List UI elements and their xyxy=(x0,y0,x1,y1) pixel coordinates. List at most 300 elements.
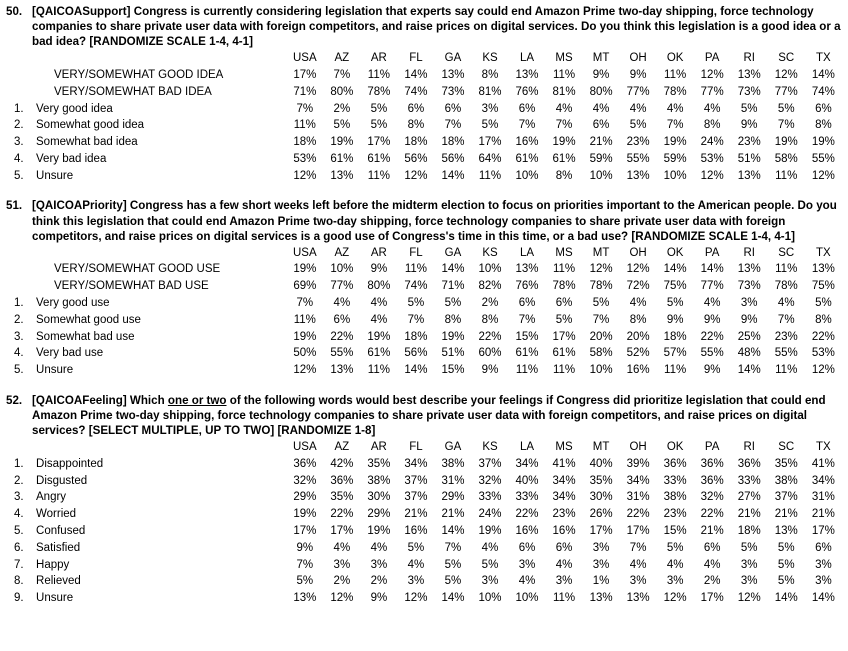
cell-value: 7% xyxy=(444,119,462,132)
cell-value: 12% xyxy=(626,263,650,276)
cell-value: 78% xyxy=(774,280,798,293)
cell-value: 10% xyxy=(589,169,613,182)
cell-value: 7% xyxy=(296,102,314,115)
cell-value: 21% xyxy=(811,508,835,521)
col-header-la: LA xyxy=(519,441,535,454)
cell-value: 14% xyxy=(774,592,798,605)
cell-value: 13% xyxy=(626,169,650,182)
cell-value: 64% xyxy=(478,152,502,165)
col-header-ms: MS xyxy=(555,246,573,259)
cell-value: 21% xyxy=(700,524,724,537)
question-heading-51 xyxy=(6,198,842,243)
row-num: 3. xyxy=(14,330,24,343)
table-row xyxy=(6,473,842,490)
cell-value: 19% xyxy=(552,136,576,149)
cell-value: 6% xyxy=(333,313,351,326)
row-num: 6. xyxy=(14,541,24,554)
cell-value: 5% xyxy=(629,119,647,132)
cell-value: 12% xyxy=(330,592,354,605)
cell-value: 30% xyxy=(367,491,391,504)
cell-value: 4% xyxy=(370,541,388,554)
cell-value: 36% xyxy=(700,474,724,487)
row-num: 9. xyxy=(14,592,24,605)
cell-value: 5% xyxy=(370,119,388,132)
cell-value: 2% xyxy=(703,575,721,588)
col-header-sc: SC xyxy=(778,52,795,65)
cell-value: 4% xyxy=(333,296,351,309)
cell-value: 19% xyxy=(811,136,835,149)
cell-value: 22% xyxy=(330,330,354,343)
cell-value: 56% xyxy=(404,347,428,360)
cell-value: 8% xyxy=(481,313,499,326)
table-header-row xyxy=(6,245,842,262)
cell-value: 12% xyxy=(589,263,613,276)
cell-value: 35% xyxy=(774,457,798,470)
cell-value: 77% xyxy=(330,280,354,293)
cell-value: 22% xyxy=(515,508,539,521)
question-number-50: 50. xyxy=(6,5,23,18)
col-header-ar: AR xyxy=(370,441,387,454)
cell-value: 33% xyxy=(663,474,687,487)
cell-value: 3% xyxy=(518,558,536,571)
cell-value: 3% xyxy=(815,575,832,588)
col-header-la: LA xyxy=(519,246,535,259)
col-header-fl: FL xyxy=(409,441,423,454)
cell-value: 23% xyxy=(552,508,576,521)
cell-value: 80% xyxy=(367,280,391,293)
col-header-ok: OK xyxy=(666,246,684,259)
cell-value: 9% xyxy=(629,68,647,81)
row-num xyxy=(6,67,32,84)
cell-value: 53% xyxy=(700,152,724,165)
cell-value: 51% xyxy=(441,347,465,360)
cell-value: 59% xyxy=(663,152,687,165)
col-header-ga: GA xyxy=(444,441,462,454)
cell-value: 61% xyxy=(330,152,354,165)
cell-value: 18% xyxy=(293,136,317,149)
cell-value: 21% xyxy=(404,508,428,521)
cell-value: 50% xyxy=(293,347,317,360)
col-header-az: AZ xyxy=(334,52,350,65)
cell-value: 80% xyxy=(589,85,613,98)
cell-value: 17% xyxy=(293,524,317,537)
cell-value: 8% xyxy=(481,68,499,81)
cell-value: 37% xyxy=(478,457,502,470)
col-header-tx: TX xyxy=(816,441,831,454)
question-body-52-post: of the following words would best describe your feelings if Congress did prioritize legislation that could end Amazon Prime two-day shipping, force technology companies to share private user data with foreign competitors, and raise prices on digital services? [SELECT MULTIPLE, UP TO TWO] [RANDOMIZE 1-8] xyxy=(32,393,826,437)
cell-value: 33% xyxy=(737,474,761,487)
cell-value: 19% xyxy=(293,330,317,343)
cell-value: 10% xyxy=(330,263,354,276)
table-row xyxy=(6,295,842,312)
cell-value: 35% xyxy=(367,457,391,470)
cell-value: 5% xyxy=(777,102,795,115)
cell-value: 8% xyxy=(407,119,425,132)
row-label: Unsure xyxy=(36,364,74,377)
cell-value: 21% xyxy=(441,508,465,521)
cell-value: 9% xyxy=(370,263,388,276)
section-spacer xyxy=(6,188,842,198)
cell-value: 6% xyxy=(592,119,610,132)
col-header-usa: USA xyxy=(293,52,317,65)
cell-value: 23% xyxy=(774,330,798,343)
cell-value: 4% xyxy=(370,313,388,326)
cell-value: 3% xyxy=(333,558,351,571)
cell-value: 13% xyxy=(626,592,650,605)
cell-value: 10% xyxy=(515,169,539,182)
col-header-oh: OH xyxy=(629,52,647,65)
cell-value: 2% xyxy=(481,296,499,309)
row-label: Somewhat bad idea xyxy=(36,136,138,149)
cell-value: 13% xyxy=(737,68,761,81)
cell-value: 29% xyxy=(441,491,465,504)
row-label: Somewhat good use xyxy=(36,313,141,326)
cell-value: 35% xyxy=(330,491,354,504)
cell-value: 18% xyxy=(404,136,428,149)
cell-value: 34% xyxy=(552,491,576,504)
cell-value: 4% xyxy=(777,296,795,309)
col-header-usa: USA xyxy=(293,441,317,454)
cell-value: 78% xyxy=(367,85,391,98)
cell-value: 24% xyxy=(700,136,724,149)
cell-value: 30% xyxy=(589,491,613,504)
question-text-51 xyxy=(32,198,842,243)
cell-value: 4% xyxy=(555,558,573,571)
cell-value: 11% xyxy=(367,169,390,182)
table-row xyxy=(6,506,842,523)
col-header-ks: KS xyxy=(482,441,498,454)
cell-value: 8% xyxy=(815,119,832,132)
cell-value: 78% xyxy=(663,85,687,98)
cell-value: 11% xyxy=(404,263,427,276)
cell-value: 12% xyxy=(700,68,724,81)
col-header-sc: SC xyxy=(778,246,795,259)
question-body-50: Congress is currently considering legislation that experts say could end Amazon Prime two-day shipping, force technology companies to share private user data with foreign competitors, and raise prices on digital services. Do you think this legislation is a good idea or a bad idea? [RANDOMIZE SCALE 1-4, 4-1] xyxy=(32,5,841,49)
cell-value: 17% xyxy=(367,136,391,149)
cell-value: 77% xyxy=(700,280,724,293)
cell-value: 82% xyxy=(478,280,502,293)
cell-value: 13% xyxy=(515,263,539,276)
cell-value: 11% xyxy=(367,68,390,81)
cell-value: 31% xyxy=(811,491,835,504)
cell-value: 19% xyxy=(367,524,391,537)
cell-value: 12% xyxy=(404,592,428,605)
cell-value: 14% xyxy=(441,263,465,276)
cell-value: 23% xyxy=(626,136,650,149)
cell-value: 13% xyxy=(441,68,465,81)
cell-value: 73% xyxy=(441,85,465,98)
cell-value: 71% xyxy=(441,280,465,293)
table-header-row xyxy=(6,439,842,456)
cell-value: 69% xyxy=(293,280,317,293)
table-row xyxy=(6,489,842,506)
cell-value: 7% xyxy=(407,313,425,326)
cell-value: 13% xyxy=(774,524,798,537)
row-label: Somewhat good idea xyxy=(36,119,145,132)
cell-value: 17% xyxy=(700,592,724,605)
cell-value: 9% xyxy=(703,364,721,377)
cell-value: 4% xyxy=(592,102,610,115)
cell-value: 9% xyxy=(370,592,388,605)
cell-value: 11% xyxy=(552,68,576,81)
cell-value: 16% xyxy=(515,136,539,149)
col-header-ar: AR xyxy=(370,52,387,65)
cell-value: 3% xyxy=(740,296,758,309)
col-header-tx: TX xyxy=(816,246,831,259)
cell-value: 11% xyxy=(775,263,798,276)
row-label: Very bad use xyxy=(36,347,104,360)
cell-value: 33% xyxy=(478,491,502,504)
header-blank-num xyxy=(6,439,32,456)
cell-value: 14% xyxy=(441,169,465,182)
cell-value: 5% xyxy=(407,296,425,309)
cell-value: 12% xyxy=(293,364,317,377)
cell-value: 17% xyxy=(589,524,613,537)
cell-value: 12% xyxy=(737,592,761,605)
cell-value: 10% xyxy=(515,592,539,605)
cell-value: 5% xyxy=(777,541,795,554)
cell-value: 10% xyxy=(478,592,502,605)
cell-value: 36% xyxy=(663,457,687,470)
cell-value: 17% xyxy=(811,524,835,537)
cell-value: 75% xyxy=(663,280,687,293)
cell-value: 36% xyxy=(700,457,724,470)
cell-value: 5% xyxy=(407,541,425,554)
cell-value: 15% xyxy=(515,330,539,343)
cell-value: 4% xyxy=(703,296,721,309)
cell-value: 36% xyxy=(737,457,761,470)
cell-value: 42% xyxy=(330,457,354,470)
cell-value: 7% xyxy=(296,558,314,571)
table-row xyxy=(6,573,842,590)
row-label: Disappointed xyxy=(36,457,104,470)
col-header-oh: OH xyxy=(629,441,647,454)
cell-value: 77% xyxy=(774,85,798,98)
question-block-52 xyxy=(6,393,842,607)
cell-value: 3% xyxy=(629,575,647,588)
row-label: Unsure xyxy=(36,169,74,182)
row-label: VERY/SOMEWHAT BAD USE xyxy=(54,280,209,293)
cell-value: 17% xyxy=(293,68,317,81)
cell-value: 78% xyxy=(552,280,576,293)
cell-value: 26% xyxy=(589,508,613,521)
cell-value: 5% xyxy=(777,575,795,588)
cell-value: 11% xyxy=(664,68,687,81)
row-label: Very good idea xyxy=(36,102,113,115)
cell-value: 78% xyxy=(589,280,613,293)
cell-value: 32% xyxy=(478,474,502,487)
row-num: 3. xyxy=(14,491,24,504)
cell-value: 5% xyxy=(592,296,610,309)
cell-value: 27% xyxy=(737,491,761,504)
cell-value: 53% xyxy=(811,347,835,360)
col-header-fl: FL xyxy=(409,52,423,65)
table-row xyxy=(6,67,842,84)
question-text-50 xyxy=(32,4,842,49)
col-header-usa: USA xyxy=(293,246,317,259)
cell-value: 23% xyxy=(663,508,687,521)
cell-value: 22% xyxy=(626,508,650,521)
col-header-sc: SC xyxy=(778,441,795,454)
cell-value: 15% xyxy=(663,524,687,537)
table-row xyxy=(6,151,842,168)
cell-value: 9% xyxy=(481,364,499,377)
row-label: VERY/SOMEWHAT BAD IDEA xyxy=(54,85,212,98)
row-num: 5. xyxy=(14,364,24,377)
question-block-51 xyxy=(6,198,842,378)
cell-value: 5% xyxy=(296,575,314,588)
cell-value: 12% xyxy=(774,68,798,81)
cell-value: 13% xyxy=(737,263,761,276)
col-header-oh: OH xyxy=(629,246,647,259)
cell-value: 61% xyxy=(367,347,391,360)
cell-value: 34% xyxy=(811,474,835,487)
cell-value: 10% xyxy=(589,364,613,377)
cell-value: 14% xyxy=(663,263,687,276)
row-num: 4. xyxy=(14,152,24,165)
cell-value: 36% xyxy=(293,457,317,470)
table-row xyxy=(6,329,842,346)
cell-value: 73% xyxy=(737,280,761,293)
header-blank-label xyxy=(32,50,286,67)
cell-value: 76% xyxy=(515,85,539,98)
row-label: Confused xyxy=(36,524,86,537)
cell-value: 61% xyxy=(367,152,391,165)
cell-value: 4% xyxy=(666,102,684,115)
cell-value: 19% xyxy=(330,136,354,149)
cell-value: 60% xyxy=(478,347,502,360)
cell-value: 19% xyxy=(663,136,687,149)
cell-value: 18% xyxy=(737,524,761,537)
cell-value: 7% xyxy=(666,119,684,132)
row-num: 5. xyxy=(14,524,24,537)
cell-value: 11% xyxy=(515,364,539,377)
cell-value: 11% xyxy=(552,592,576,605)
col-header-ri: RI xyxy=(743,441,755,454)
cell-value: 34% xyxy=(552,474,576,487)
cell-value: 10% xyxy=(663,169,687,182)
table-row xyxy=(6,523,842,540)
cell-value: 18% xyxy=(663,330,687,343)
cell-value: 9% xyxy=(740,313,758,326)
cell-value: 3% xyxy=(666,575,684,588)
table-row xyxy=(6,362,842,379)
header-blank-num xyxy=(6,245,32,262)
cell-value: 14% xyxy=(737,364,761,377)
table-row xyxy=(6,540,842,557)
cell-value: 5% xyxy=(333,119,351,132)
cell-value: 19% xyxy=(774,136,798,149)
col-header-ks: KS xyxy=(482,246,498,259)
cell-value: 14% xyxy=(441,524,465,537)
cell-value: 40% xyxy=(589,457,613,470)
table-row xyxy=(6,312,842,329)
row-label: Unsure xyxy=(36,592,74,605)
cell-value: 53% xyxy=(293,152,317,165)
cell-value: 11% xyxy=(478,169,502,182)
question-number-51: 51. xyxy=(6,199,23,213)
cell-value: 77% xyxy=(700,85,724,98)
cell-value: 11% xyxy=(552,263,576,276)
cell-value: 6% xyxy=(518,541,536,554)
cell-value: 19% xyxy=(478,524,502,537)
cell-value: 75% xyxy=(811,280,835,293)
cell-value: 5% xyxy=(481,558,499,571)
cell-value: 9% xyxy=(296,541,314,554)
cell-value: 7% xyxy=(444,541,462,554)
cell-value: 6% xyxy=(444,102,462,115)
cell-value: 4% xyxy=(666,558,684,571)
row-label: Relieved xyxy=(36,575,81,588)
question-number-52: 52. xyxy=(6,393,23,407)
cell-value: 5% xyxy=(666,296,684,309)
table-row xyxy=(6,590,842,607)
cell-value: 7% xyxy=(592,313,610,326)
cell-value: 9% xyxy=(666,313,684,326)
cell-value: 55% xyxy=(811,152,835,165)
cell-value: 6% xyxy=(815,102,832,115)
row-label: Angry xyxy=(36,491,67,504)
cell-value: 4% xyxy=(481,541,499,554)
col-header-tx: TX xyxy=(816,52,831,65)
cell-value: 22% xyxy=(700,508,724,521)
col-header-ms: MS xyxy=(555,52,573,65)
row-num xyxy=(6,261,32,278)
cell-value: 23% xyxy=(737,136,761,149)
cell-value: 11% xyxy=(367,364,390,377)
cell-value: 36% xyxy=(330,474,354,487)
cell-value: 61% xyxy=(515,347,539,360)
cell-value: 13% xyxy=(293,592,317,605)
cell-value: 22% xyxy=(330,508,354,521)
cell-value: 21% xyxy=(774,508,798,521)
cell-value: 6% xyxy=(518,102,536,115)
cell-value: 16% xyxy=(626,364,650,377)
row-num: 7. xyxy=(14,558,24,571)
col-header-ks: KS xyxy=(482,52,498,65)
cell-value: 8% xyxy=(555,169,573,182)
cell-value: 17% xyxy=(552,330,576,343)
row-label: Somewhat bad use xyxy=(36,330,135,343)
cell-value: 58% xyxy=(774,152,798,165)
cell-value: 5% xyxy=(444,575,462,588)
cell-value: 35% xyxy=(589,474,613,487)
cell-value: 16% xyxy=(404,524,428,537)
cell-value: 55% xyxy=(626,152,650,165)
cell-value: 6% xyxy=(555,296,573,309)
cell-value: 59% xyxy=(589,152,613,165)
cell-value: 52% xyxy=(626,347,650,360)
cell-value: 14% xyxy=(404,364,428,377)
cell-value: 17% xyxy=(330,524,354,537)
col-header-ga: GA xyxy=(444,52,462,65)
cell-value: 34% xyxy=(404,457,428,470)
cell-value: 3% xyxy=(370,558,388,571)
cell-value: 6% xyxy=(555,541,573,554)
cell-value: 72% xyxy=(626,280,650,293)
cell-value: 6% xyxy=(815,541,832,554)
cell-value: 12% xyxy=(700,169,724,182)
col-header-ri: RI xyxy=(743,246,755,259)
cell-value: 77% xyxy=(626,85,650,98)
question-text-52 xyxy=(32,393,842,438)
cell-value: 3% xyxy=(481,102,499,115)
cell-value: 17% xyxy=(478,136,502,149)
cell-value: 3% xyxy=(592,558,610,571)
cell-value: 7% xyxy=(555,119,573,132)
cell-value: 5% xyxy=(555,313,573,326)
row-num: 1. xyxy=(14,102,24,115)
